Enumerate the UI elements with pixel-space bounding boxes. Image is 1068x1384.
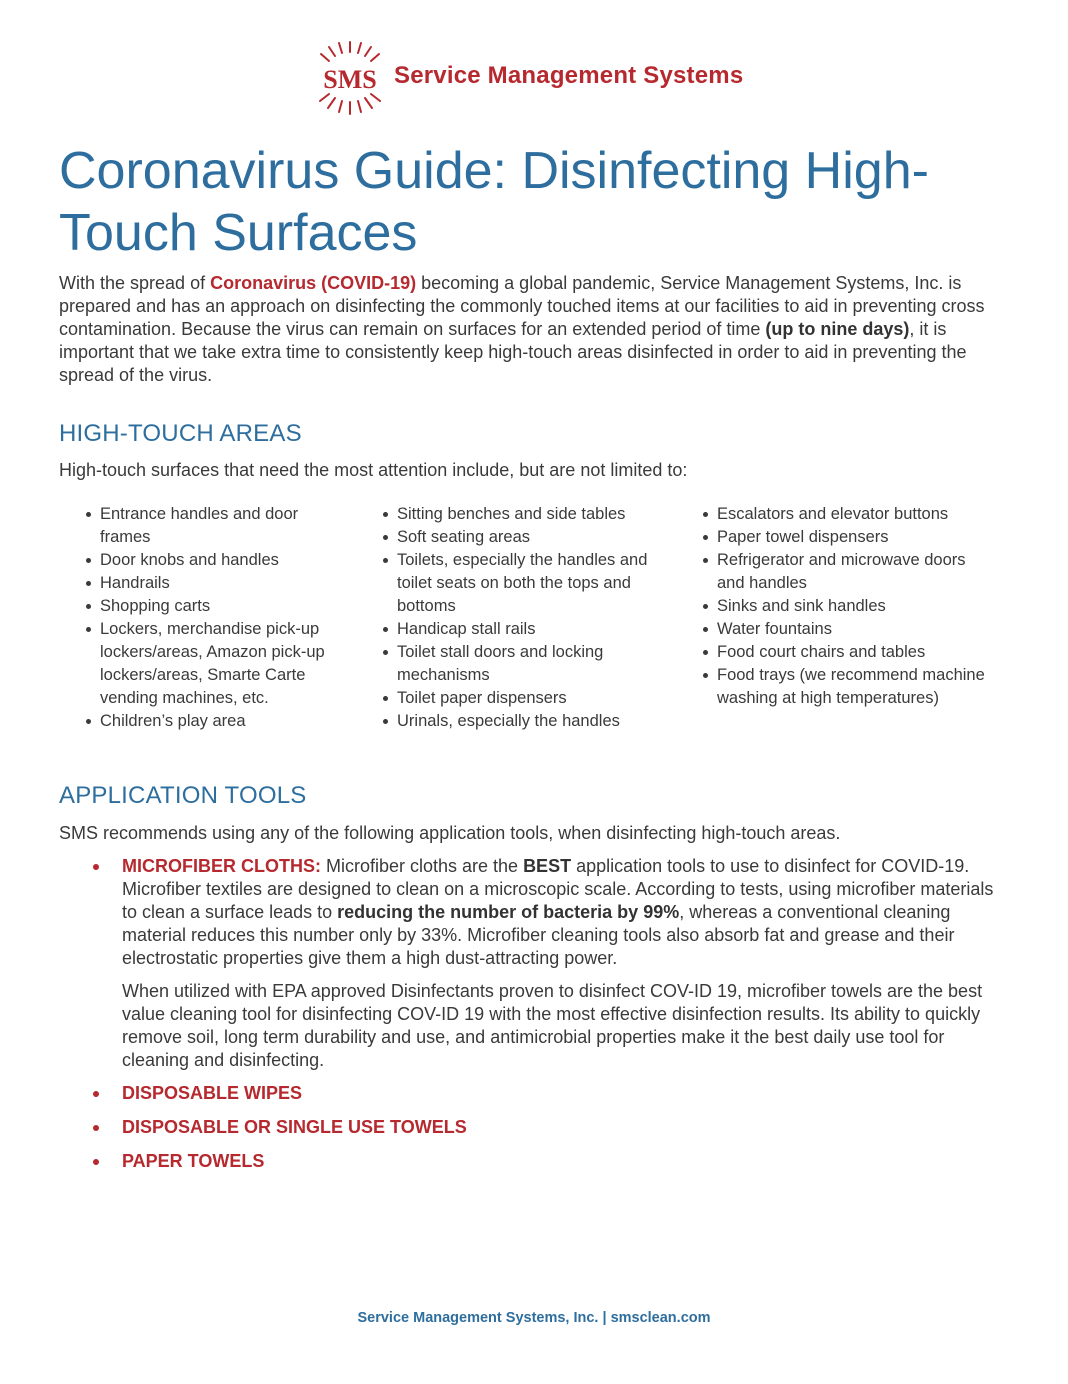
intro-paragraph [59, 272, 1019, 387]
list-item: Handicap stall rails [397, 618, 672, 641]
page-footer: Service Management Systems, Inc. | smsclean.com [357, 1310, 711, 1326]
tool-item-disposable-wipes [122, 1082, 1012, 1105]
page-title: Coronavirus Guide: Disinfecting High-Touch Surfaces [59, 142, 929, 262]
tool-label: DISPOSABLE WIPES [122, 1083, 303, 1103]
list-item: Food trays (we recommend machine washing at high temperatures) [717, 664, 992, 710]
microfiber-text-1: Microfiber cloths are the [320, 856, 524, 876]
tool-item-microfiber [122, 855, 1012, 1072]
list-item: Escalators and elevator buttons [717, 503, 992, 526]
tool-item-single-use-towels [122, 1116, 1012, 1139]
intro-text-2: becoming a global pandemic, Service Management Systems, Inc. is prepared and has an approach on disinfecting the commonly touched items at our facilities to aid in preventing cross contamination. Because the virus can remain on surfaces for an extended period of time [59, 273, 985, 339]
list-item: Sitting benches and side tables [397, 503, 672, 526]
list-item: Water fountains [717, 618, 992, 641]
list-item: Shopping carts [100, 595, 350, 618]
microfiber-paragraph [122, 855, 1012, 970]
high-touch-heading: HIGH-TOUCH AREAS [59, 420, 302, 447]
tool-label: DISPOSABLE OR SINGLE USE TOWELS [122, 1117, 467, 1137]
microfiber-label: MICROFIBER CLOTHS: [122, 856, 321, 876]
tool-item-paper-towels [122, 1150, 1012, 1173]
sunburst-logo-icon [312, 36, 394, 126]
intro-text-3: , it is important that we take extra time to consistently keep high-touch areas disinfected in order to aid in preventing the spread of the virus. [59, 319, 967, 385]
intro-text-1: With the spread of [59, 273, 211, 293]
intro-bold: (up to nine days) [765, 319, 910, 339]
high-touch-list-col3 [717, 503, 992, 710]
company-logo [312, 36, 772, 126]
list-item: Toilet stall doors and locking mechanisms [397, 641, 672, 687]
high-touch-intro: High-touch surfaces that need the most attention include, but are not limited to: [59, 460, 688, 480]
list-item: Refrigerator and microwave doors and handles [717, 549, 992, 595]
logo-mark-text: SMS [323, 65, 377, 94]
logo-company-name: Service Management Systems [394, 62, 744, 89]
list-item: Paper towel dispensers [717, 526, 992, 549]
list-item: Urinals, especially the handles [397, 710, 672, 733]
list-item: Toilet paper dispensers [397, 687, 672, 710]
microfiber-text-3: , whereas a conventional cleaning material reduces this number only by 33%. Microfiber cleaning tools also absorb fat and grease and their electrostatic properties give them a high dust-attracting power. [122, 902, 955, 968]
microfiber-paragraph-2: When utilized with EPA approved Disinfectants proven to disinfect COV-ID 19, microfiber towels are the best value cleaning tool for disinfecting COV-ID 19 with the most effective disinfection results. Its ability to quickly remove soil, long term durability and use, and antimicrobial properties make it the best daily use tool for cleaning and disinfecting. [122, 981, 983, 1070]
microfiber-text-2: application tools to use to disinfect for COVID-19. Microfiber textiles are designed to clean on a microscopic scale. According to tests, using microfiber materials to clean a surface leads to [122, 856, 994, 922]
list-item: Toilets, especially the handles and toilet seats on both the tops and bottoms [397, 549, 672, 618]
list-item: Food court chairs and tables [717, 641, 992, 664]
application-tools-heading: APPLICATION TOOLS [59, 782, 307, 809]
list-item: Sinks and sink handles [717, 595, 992, 618]
application-tools-intro: SMS recommends using any of the following application tools, when disinfecting high-touch areas. [59, 823, 841, 843]
application-tools-list [122, 855, 1012, 1173]
list-item: Soft seating areas [397, 526, 672, 549]
high-touch-list-col1 [100, 503, 350, 733]
covid-highlight: Coronavirus (COVID-19) [210, 273, 417, 293]
tool-label: PAPER TOWELS [122, 1151, 265, 1171]
microfiber-best: BEST [523, 856, 572, 876]
list-item: Children’s play area [100, 710, 350, 733]
list-item: Entrance handles and door frames [100, 503, 350, 549]
list-item: Door knobs and handles [100, 549, 350, 572]
list-item: Handrails [100, 572, 350, 595]
list-item: Lockers, merchandise pick-up lockers/areas, Amazon pick-up lockers/areas, Smarte Carte vending machines, etc. [100, 618, 350, 710]
microfiber-bold: reducing the number of bacteria by 99% [337, 902, 680, 922]
high-touch-list-col2 [397, 503, 672, 733]
